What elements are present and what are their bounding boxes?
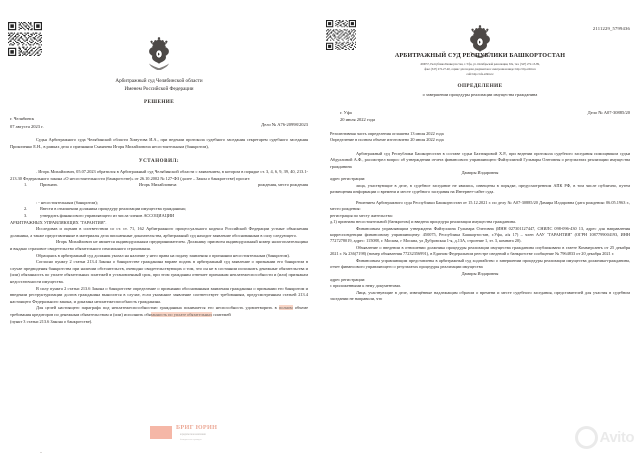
right-address-line-2: факс (347) 272-27-40, сервис для подачи документов в электронном виде: http://my.arbitr.ru: [424, 67, 536, 72]
right-debtor-name-2: Дамиры Илдаровны: [461, 270, 499, 276]
right-document-header: [320, 0, 640, 52]
avito-label: Avito: [599, 429, 634, 446]
right-para-3b: регистрация по месту жительства:: [330, 212, 393, 218]
right-case-number: Дело № А07-30885/20: [587, 109, 630, 115]
left-para-7-seg-a: Для целей настоящего параграфа под неплатежеспособностью гражданина понимается его неспособность удовлетворить в: [36, 305, 279, 311]
left-para-1: . Игорь Михайлович, 05.07.2023 обратился в Арбитражный суд Челябинской области с заявлением, в котором в порядке ст. 3, 4, 6, 9, 39, 40, 213.1-213.30 Федерального закона «О несостоятельности (банкротстве)» от 26.10.2002 № 127-ФЗ (далее – Закон о банкротстве) просит:: [10, 169, 308, 181]
russian-coat-of-arms: [144, 36, 174, 70]
left-date: 07 августа 2023 г.: [10, 123, 44, 129]
left-court-name-line2: Именем Российской Федерации: [124, 85, 194, 92]
right-para-7: Лица, участвующие в деле, извещённые надлежащим образом о времени и месте судебного заседания, представителей для участия в судебном заседании не направили, что: [330, 289, 630, 302]
right-city: г. Уфа: [340, 109, 352, 115]
left-document-body: [0, 78, 318, 325]
left-para-5: Согласно пункту 2 статьи 213.4 Закона о банкротстве гражданина вправе подать в арбитражный суд заявление о признании его банкротом в случае предвидения банкротства при наличии обстоятельств, очевидно свидетельствующих о том, что он не в состоянии исполнить денежные обязательства и (или) обязанность по уплате обязательных платежей в установленный срок, при этом гражданин отвечает признакам неплатежеспособности и (или) признакам недостаточности имущества.: [10, 259, 308, 284]
right-date: 20 июля 2022 года: [340, 117, 375, 123]
left-list-item-3-number: 3.: [24, 213, 28, 218]
left-para-3: Игорь Михайлович не является индивидуальным предпринимателем. Должнику присвоен индивидуальный номер налогоплательщика и выдано страховое свидетельство обязательного пенсионного страхования.: [10, 239, 308, 251]
right-registration-label-2: адрес регистрации:: [330, 277, 366, 282]
left-document-page: [0, 0, 318, 463]
left-document-header: [0, 0, 318, 78]
right-registration-label: адрес регистрации:: [330, 176, 366, 182]
right-para-3: Решением Арбитражного суда Республики Башкортостан от 15.12.2021 г. по делу № А07-30885/20 Дамира Илдаровна (дата рождения: 06.05.1963 г., место рождения:: [330, 199, 630, 212]
left-highlight-2: занность по уплате обязательных: [150, 311, 213, 317]
right-document-body: [320, 52, 640, 303]
right-note-1: Резолютивная часть определения оглашена 13 июля 2022 года: [330, 130, 444, 136]
qr-code: [8, 22, 42, 56]
left-list-item-3-text: утвердить финансового управляющего из числа членов АССОЦИАЦИИ: [40, 213, 175, 218]
left-list-item-2-number: 2.: [24, 206, 28, 212]
qr-code: [326, 20, 356, 50]
left-section-heading: УСТАНОВИЛ:: [138, 159, 180, 165]
left-list-item-1-tail: рождения, место рождения: [257, 182, 308, 188]
right-act-subtitle: о завершении процедуры реализации имущества гражданина: [422, 91, 538, 97]
left-highlight-1: полном: [278, 305, 293, 311]
right-address-line-1: 450057, Республика Башкортостан, г. Уфа, ул. Октябрьской революции, 63а, тел. (347) 272-13-89,: [420, 62, 540, 67]
right-place-date-case-row: [330, 109, 630, 124]
left-list-item-3: [10, 213, 308, 220]
left-case-number: Дело № А76-20998/2023: [261, 121, 308, 127]
right-act-type: ОПРЕДЕЛЕНИЕ: [457, 82, 503, 89]
left-list-item-1-name: Игорь Михайловича: [138, 182, 177, 188]
stamp-subtitle-1: юридическая компания: [180, 433, 206, 436]
left-para-2: Исследовав и оценив в соответствии со ст. ст. 71, 162 Арбитражного процессуального кодекса Российской Федерации устные объяснения должника, а также представленные в материалы дела письменные доказательства, арбитражный суд находит заявление обоснованным в силу следующего.: [10, 226, 308, 238]
left-list-item-3-text-cont: АРБИТРАЖНЫХ УПРАВЛЯЮЩИХ "ГАРАНТИЯ".: [10, 219, 107, 225]
left-place-date-case-row: [10, 115, 308, 130]
left-list-item-1-verb: Признать: [40, 182, 58, 188]
stamp-subtitle-2: банкротство граждан: [180, 438, 202, 441]
right-note-2: Определение в полном объеме изготовлено 20 июля 2022 года: [330, 137, 444, 143]
right-para-2: лица, участвующие в деле, в судебное заседание не явились, извещены в порядке, предусмотренном АПК РФ, в том числе публично, путем размещения информации о времени и месте судебного заседания на Интернет-сайте суда.: [330, 182, 630, 195]
left-act-type: РЕШЕНИЕ: [143, 99, 175, 106]
left-para-7-seg-b: объеме требования кредиторов по денежным обязательствам и (или) исполнить обя: [10, 305, 308, 317]
left-list-item-1-cont: : - несостоятельным (банкротом);: [36, 199, 98, 205]
left-city: г. Челябинск: [10, 115, 35, 121]
right-para-5: Объявление о введении в отношении должника процедуры реализации имущества гражданина опубликовано в газете Коммерсантъ от 25 декабря 2021 г. № 236(7198) (номер объявления 77232356991), в Едином Федеральном реестре сведений о банкротстве сообщение № 7964833 от 20 декабря 2021 г.: [330, 244, 630, 257]
right-para-4: Финансовым управляющим утверждена Файзуллина Гульнара Олеговна (ИНН 027301127447, СНИЛС 098-096-430 13, адрес для направления корреспонденции финансовому управляющему: 450075, Республика Башкортостан, г.Уфа, а/я 17) – член ААУ "ГАРАНТИЯ" (ОГРН 1087799004193, ИНН 7727278019, адрес: 115088, г. Москва, г Москва, ул Дубровская 1-я, д.13А, строение 1, эт. 3, комната 20).: [330, 225, 630, 244]
right-para-6: Финансовым управляющим представлены в арбитражный суд ходатайство о завершении процедуры реализации имущества должника-гражданина, отчет финансового управляющего о результатах процедуры реализации имущества: [330, 257, 630, 270]
right-document-page: [320, 0, 640, 463]
right-para-6b: с приложенными к нему документами.: [330, 283, 401, 289]
right-court-name: АРБИТРАЖНЫЙ СУД РЕСПУБЛИКИ БАШКОРТОСТАН: [394, 53, 566, 59]
left-list-item-2: [10, 206, 308, 213]
right-para-3c: д.1) признана несостоятельной (банкротом) и введена процедура реализации имущества гражданина.: [330, 219, 516, 225]
right-debtor-name: Дамиры Илдаровны: [461, 170, 499, 175]
stamp-title: БРИГ ЮРИН: [176, 424, 218, 431]
left-court-name-line1: Арбитражный суд Челябинской области: [115, 78, 203, 84]
left-para-7-seg-c: платежей: [212, 311, 231, 317]
left-list-item-2-text: Ввести в отношении должника процедуру реализации имущества гражданина;: [40, 206, 186, 212]
left-preamble: Судья Арбитражного суда Челябинской области Хомутова И.А., при ведении протокола судебного заседания секретарем судебного заседания Прокопенко Е.Н., в рамках дела о признании Сманчева Игоря Михайловича несостоятельным (банкротом),: [10, 137, 308, 149]
left-list-item-1-number: 1.: [24, 182, 28, 188]
right-para-1: Арбитражный суд Республики Башкортостан в составе судьи Бахтияровой Х.Р., при ведении протокола судебного заседания помощником судьи Абдуллиной А.Ф., рассмотрел вопрос об утверждении отчета финансового управляющего Файзуллиной Гульнары Олеговны о результатах реализации имущества гражданина: [330, 150, 630, 169]
left-para-4: Обращаясь в арбитражный суд должник указал на наличие у него права на подачу заявления о признании несостоятельным (банкротом).: [36, 252, 290, 258]
right-document-number: 2111229_5799436: [592, 26, 630, 31]
left-para-7-ref: (пункт 3 статьи 213.6 Закона о банкротстве).: [10, 318, 93, 324]
left-para-7: [10, 305, 308, 318]
left-para-6: В силу пункта 2 статьи 213.6 Закона о банкротстве определение о признании обоснованным заявления гражданина о признании его банкротом и введении реструктуризации долгов гражданина выносится в случае, если указанное заявление соответствует требованиям, предусмотренным статьей 213.4 настоящего Федерального закона, и доказана неплатежеспособность гражданина.: [10, 285, 308, 304]
right-address-line-3: сайт http://ufa.arbitr.ru/: [466, 72, 494, 77]
left-list-item-1: [10, 182, 308, 189]
